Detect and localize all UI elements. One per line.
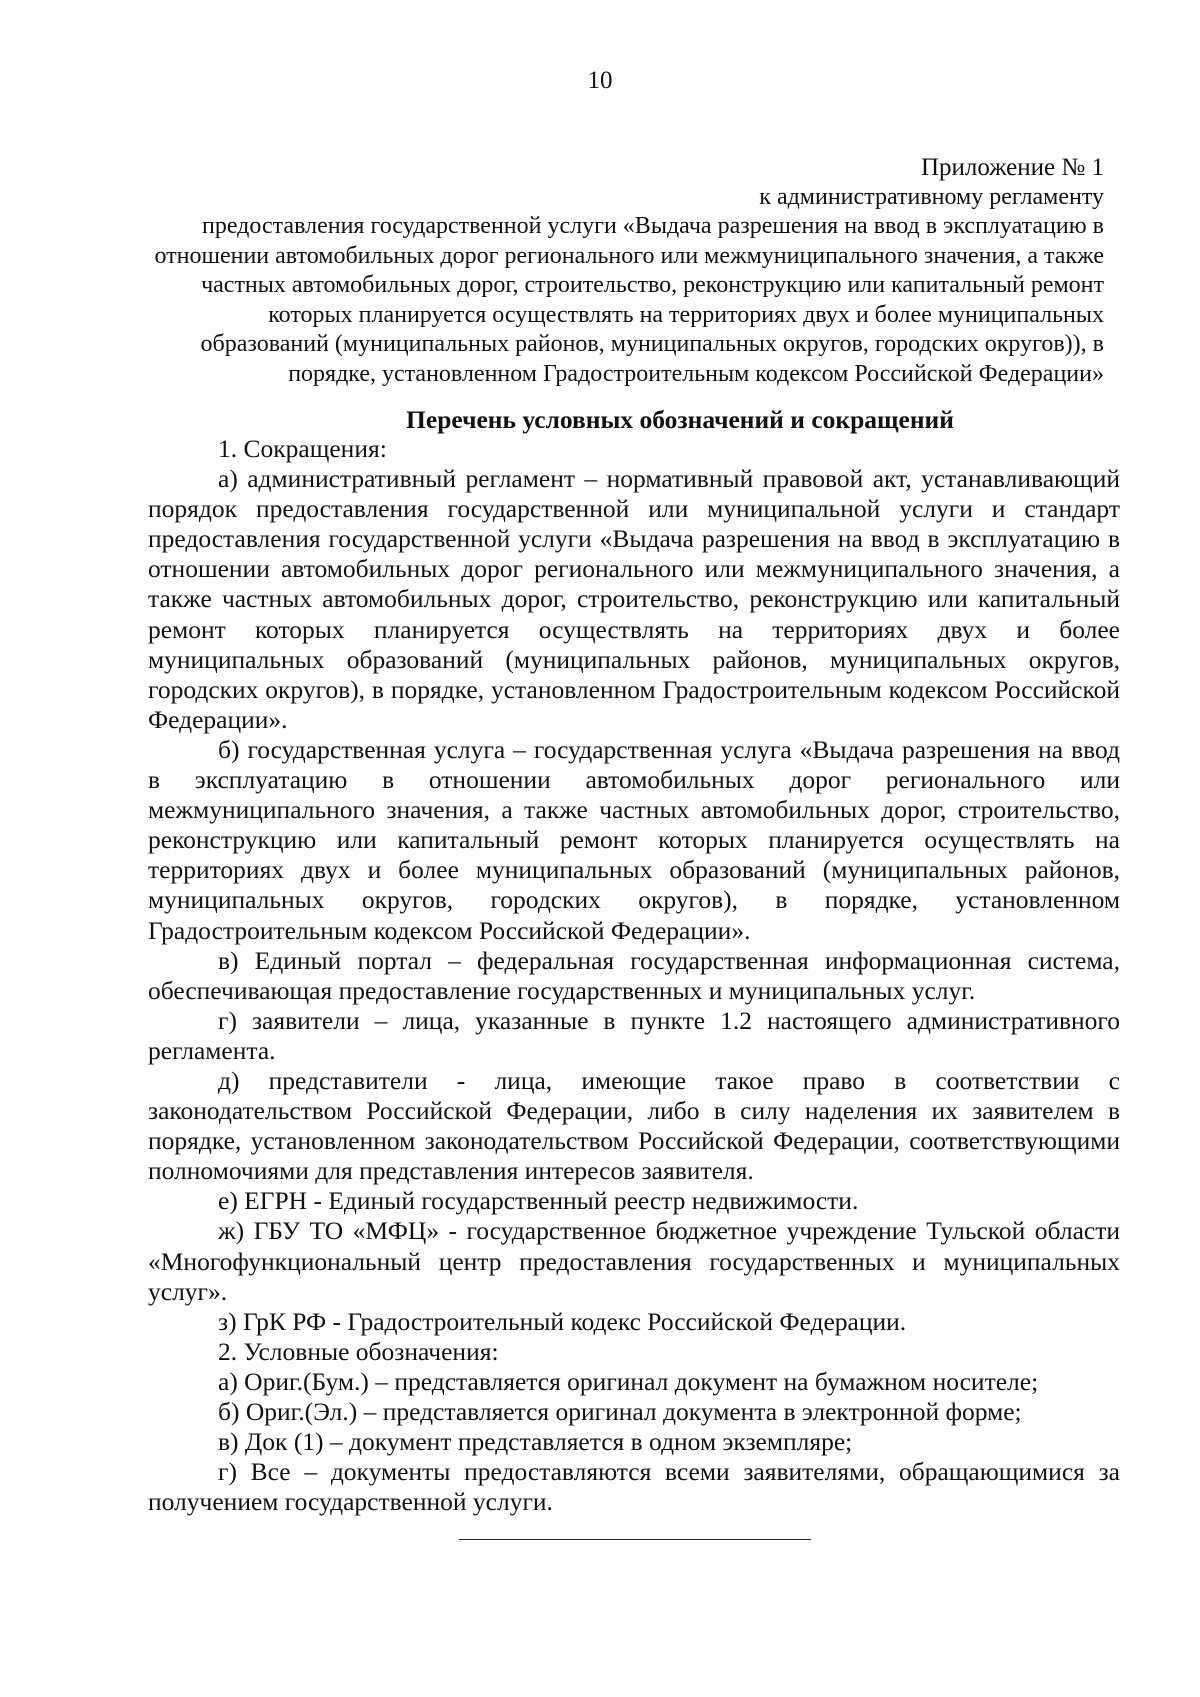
appendix-line: частных автомобильных дорог, строительство, реконструкцию или капитальный ремонт	[201, 272, 1104, 298]
abbreviation-item: з) ГрК РФ - Градостроительный кодекс Российской Федерации.	[218, 1306, 907, 1336]
symbol-item: в) Док (1) – документ представляется в одном экземпляре;	[218, 1427, 853, 1457]
abbreviation-item: д) представители - лица, имеющие такое право в соответствии с законодательством Российской Федерации, либо в силу наделения их заявителем в порядке, установленном законодательством Российской Федерации, соответствующими полномочиями для представления интересов заявителя.	[148, 1065, 1120, 1186]
symbol-item: б) Ориг.(Эл.) – представляется оригинал документа в электронной форме;	[218, 1397, 1022, 1426]
appendix-title: Приложение № 1	[920, 154, 1104, 181]
abbreviation-item: ж) ГБУ ТО «МФЦ» - государственное бюджетное учреждение Тульской области «Многофункциональный центр предоставления государственных и муниципальных услуг».	[148, 1216, 1120, 1306]
symbols-title: 2. Условные обозначения:	[218, 1336, 499, 1366]
appendix-line: которых планируется осуществлять на территориях двух и более муниципальных	[268, 301, 1104, 328]
symbol-item: а) Ориг.(Бум.) – представляется оригинал документ на бумажном носителе;	[218, 1366, 1039, 1396]
abbreviation-item: е) ЕГРН - Единый государственный реестр недвижимости.	[218, 1186, 859, 1216]
abbreviation-item: б) государственная услуга – государственная услуга «Выдача разрешения на ввод в эксплуатацию в отношении автомобильных дорог регионального или межмуниципального значения, а также частных автомобильных дорог, строительство, реконструкцию или капитальный ремонт которых планируется осуществлять на территориях двух и более муниципальных образований (муниципальных районов, муниципальных округов, городских округов), в порядке, установленном Градостроительным кодексом Российской Федерации».	[148, 734, 1120, 945]
document-body	[148, 434, 1120, 1517]
abbreviation-item: г) заявители – лица, указанные в пункте 1.2 настоящего административного регламента.	[148, 1005, 1120, 1065]
closing-rule	[459, 1539, 811, 1540]
abbreviation-item: в) Единый портал – федеральная государственная информационная система, обеспечивающая предоставление государственных и муниципальных услуг.	[148, 945, 1120, 1005]
appendix-header	[104, 153, 1104, 389]
abbreviation-item: а) административный регламент – нормативный правовой акт, устанавливающий порядок предоставления государственной или муниципальной услуги и стандарт предоставления государственной услуги «Выдача разрешения на ввод в эксплуатацию в отношении автомобильных дорог регионального или межмуниципального значения, а также частных автомобильных дорог, строительство, реконструкцию или капитальный ремонт которых планируется осуществлять на территориях двух и более муниципальных образований (муниципальных районов, муниципальных округов, городских округов), в порядке, установленном Градостроительным кодексом Российской Федерации».	[148, 464, 1120, 734]
page-number: 10	[587, 67, 613, 94]
appendix-line: образований (муниципальных районов, муниципальных округов, городских округов)), в	[200, 331, 1104, 357]
abbreviations-title: 1. Сокращения:	[218, 434, 387, 463]
appendix-line: отношении автомобильных дорог регионального или межмуниципального значения, а также	[154, 242, 1104, 269]
symbol-item: г) Все – документы предоставляются всеми заявителями, обращающимися за получением государственной услуги.	[148, 1457, 1120, 1517]
document-heading: Перечень условных обозначений и сокращений	[406, 405, 954, 434]
appendix-line: предоставления государственной услуги «Выдача разрешения на ввод в эксплуатацию в	[202, 213, 1104, 239]
appendix-line: порядке, установленном Градостроительным кодексом Российской Федерации»	[288, 360, 1104, 387]
appendix-subtitle: к административному регламенту	[759, 183, 1104, 210]
